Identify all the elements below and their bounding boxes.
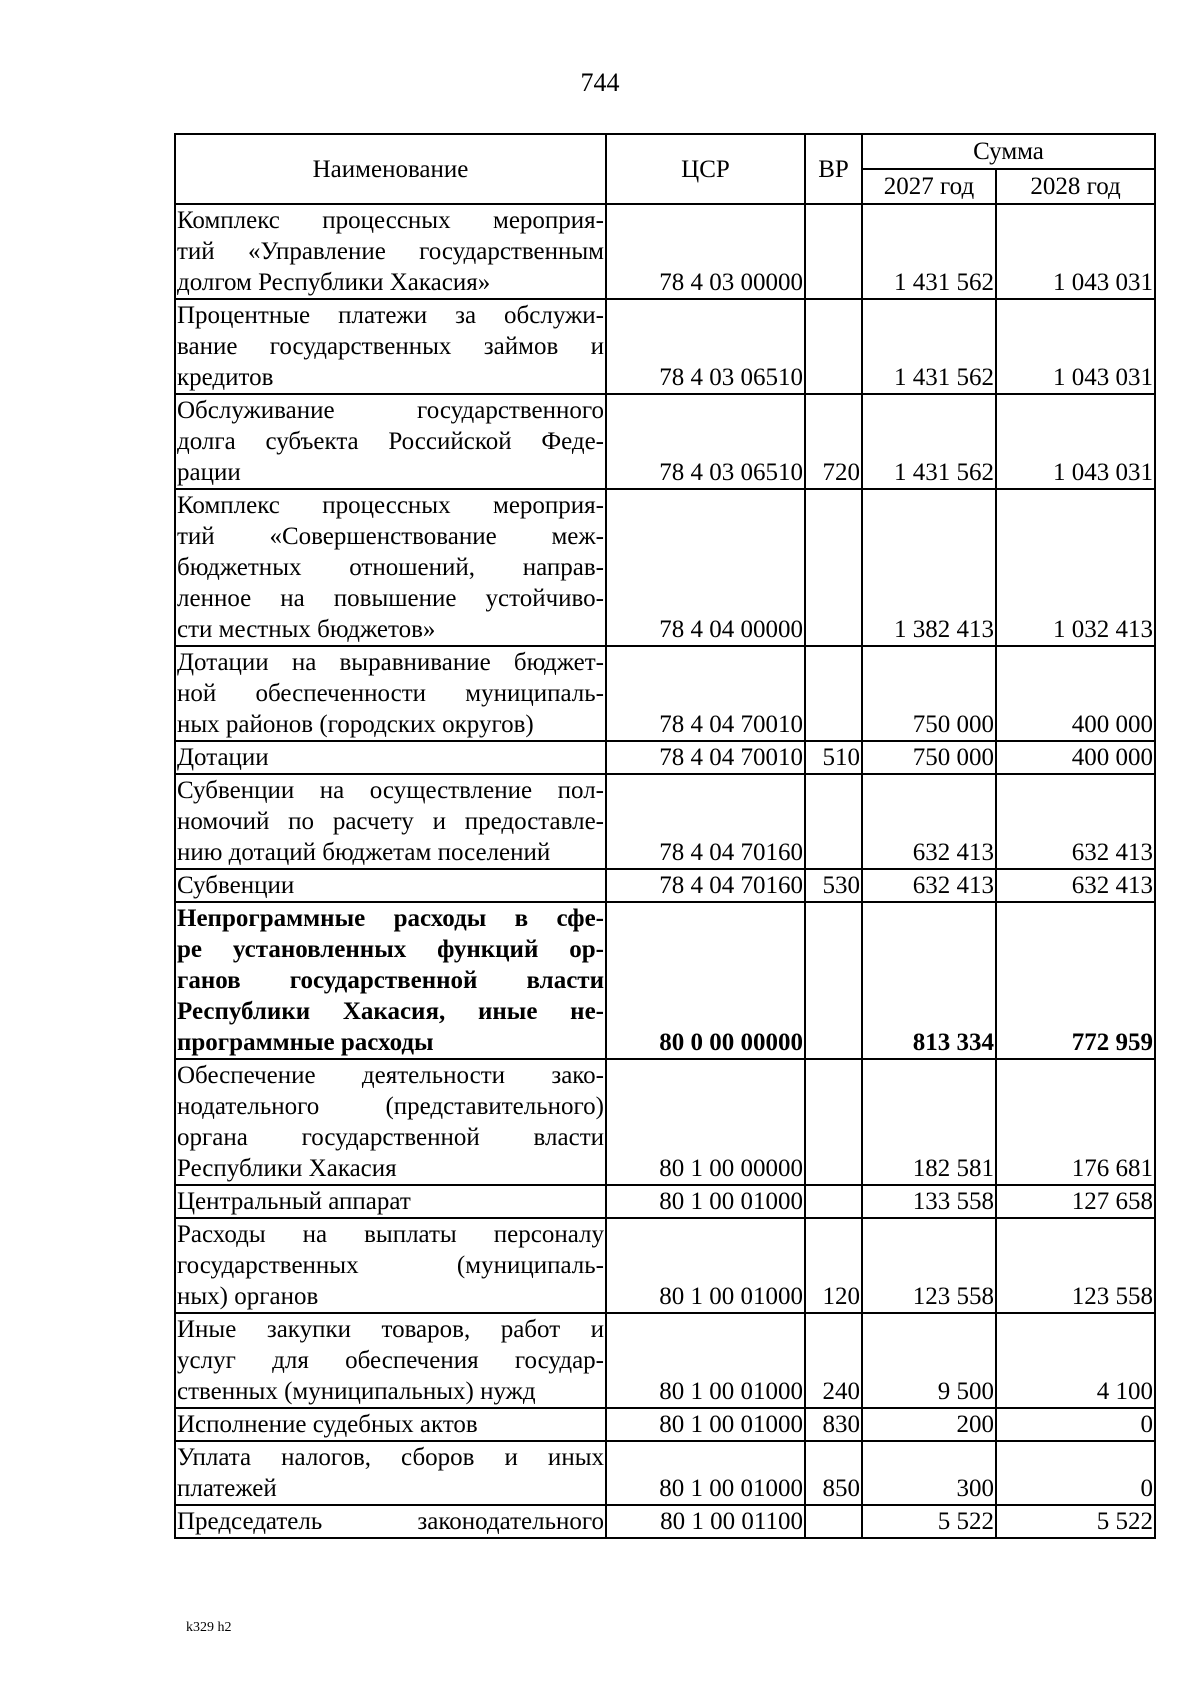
row-sum-2028: 0 — [996, 1408, 1155, 1441]
table-row — [175, 1059, 1155, 1185]
row-vr: 240 — [805, 1313, 862, 1408]
row-sum-2028: 127 658 — [996, 1185, 1155, 1218]
row-name-line: долгом Республики Хакасия» — [177, 269, 491, 296]
row-sum-2027: 133 558 — [862, 1185, 996, 1218]
row-csr: 80 1 00 01100 — [606, 1505, 805, 1538]
row-sum-2028: 632 413 — [996, 869, 1155, 902]
row-sum-2027: 1 431 562 — [862, 394, 996, 489]
row-csr: 80 1 00 01000 — [606, 1218, 805, 1313]
row-name-line: ре установленных функций ор- — [177, 936, 604, 963]
row-sum-2028: 5 522 — [996, 1505, 1155, 1538]
row-csr: 78 4 04 00000 — [606, 489, 805, 646]
table-header — [175, 134, 1155, 204]
row-name — [175, 1505, 606, 1538]
row-csr: 80 1 00 01000 — [606, 1408, 805, 1441]
row-name-line: нию дотаций бюджетам поселений — [177, 839, 551, 866]
row-name-line: Дотации — [177, 744, 269, 771]
row-name-line: бюджетных отношений, направ- — [177, 554, 604, 581]
budget-table — [174, 133, 1156, 1539]
row-name — [175, 774, 606, 869]
row-vr: 850 — [805, 1441, 862, 1505]
table-row — [175, 869, 1155, 902]
footer-code: k329 h2 — [186, 1620, 232, 1635]
row-name-line: нодательного (представительного) — [177, 1093, 604, 1120]
column-header-csr: ЦСР — [606, 134, 805, 204]
table-row — [175, 1505, 1155, 1538]
row-sum-2028: 1 032 413 — [996, 489, 1155, 646]
row-csr: 78 4 04 70160 — [606, 774, 805, 869]
row-vr: 530 — [805, 869, 862, 902]
row-name-line: тий «Совершенствование меж- — [177, 523, 604, 550]
table-row — [175, 1441, 1155, 1505]
row-name-line: Обслуживание государственного — [177, 397, 604, 424]
row-name — [175, 1059, 606, 1185]
row-csr: 78 4 03 06510 — [606, 394, 805, 489]
row-sum-2027: 813 334 — [862, 902, 996, 1059]
row-csr: 78 4 04 70010 — [606, 741, 805, 774]
row-name-line: ных) органов — [177, 1283, 319, 1310]
row-name-line: услуг для обеспечения государ- — [177, 1347, 604, 1374]
row-vr: 720 — [805, 394, 862, 489]
column-header-vr: ВР — [805, 134, 862, 204]
row-sum-2027: 200 — [862, 1408, 996, 1441]
row-vr: 830 — [805, 1408, 862, 1441]
row-sum-2027: 182 581 — [862, 1059, 996, 1185]
row-sum-2028: 400 000 — [996, 741, 1155, 774]
row-sum-2028: 0 — [996, 1441, 1155, 1505]
row-name — [175, 646, 606, 741]
row-sum-2028: 1 043 031 — [996, 204, 1155, 299]
row-name-line: ленное на повышение устойчиво- — [177, 585, 604, 612]
row-vr — [805, 489, 862, 646]
table-row — [175, 646, 1155, 741]
row-name — [175, 1218, 606, 1313]
row-name — [175, 1441, 606, 1505]
row-sum-2027: 632 413 — [862, 774, 996, 869]
row-csr: 80 1 00 00000 — [606, 1059, 805, 1185]
table-row — [175, 902, 1155, 1059]
row-sum-2028: 123 558 — [996, 1218, 1155, 1313]
row-name-line: Комплекс процессных мероприя- — [177, 492, 604, 519]
row-name-line: Председатель законодательного — [177, 1508, 604, 1535]
row-name — [175, 869, 606, 902]
column-header-name: Наименование — [175, 134, 606, 204]
row-name — [175, 902, 606, 1059]
row-sum-2027: 1 431 562 — [862, 204, 996, 299]
table-row — [175, 1313, 1155, 1408]
row-name — [175, 1313, 606, 1408]
row-sum-2028: 400 000 — [996, 646, 1155, 741]
row-sum-2027: 5 522 — [862, 1505, 996, 1538]
table-row — [175, 1408, 1155, 1441]
row-name-line: Комплекс процессных мероприя- — [177, 207, 604, 234]
table-body — [175, 204, 1155, 1538]
table-row — [175, 1185, 1155, 1218]
row-sum-2027: 750 000 — [862, 741, 996, 774]
row-sum-2027: 123 558 — [862, 1218, 996, 1313]
row-name-line: Центральный аппарат — [177, 1188, 411, 1215]
row-vr — [805, 204, 862, 299]
row-vr — [805, 299, 862, 394]
row-sum-2027: 1 431 562 — [862, 299, 996, 394]
row-name — [175, 489, 606, 646]
column-header-sum: Сумма — [862, 134, 1155, 169]
row-name-line: платежей — [177, 1475, 277, 1502]
row-name-line: рации — [177, 459, 241, 486]
table-row — [175, 774, 1155, 869]
row-name-line: Расходы на выплаты персоналу — [177, 1221, 604, 1248]
row-name-line: ных районов (городских округов) — [177, 711, 534, 738]
row-sum-2027: 1 382 413 — [862, 489, 996, 646]
row-csr: 78 4 04 70010 — [606, 646, 805, 741]
row-csr: 80 1 00 01000 — [606, 1441, 805, 1505]
row-vr — [805, 1505, 862, 1538]
row-name-line: Республики Хакасия — [177, 1155, 397, 1182]
row-sum-2027: 300 — [862, 1441, 996, 1505]
row-name-line: Уплата налогов, сборов и иных — [177, 1444, 604, 1471]
row-name-line: государственных (муниципаль- — [177, 1252, 604, 1279]
table-row — [175, 394, 1155, 489]
row-sum-2028: 4 100 — [996, 1313, 1155, 1408]
row-csr: 80 1 00 01000 — [606, 1313, 805, 1408]
table-row — [175, 204, 1155, 299]
row-sum-2027: 9 500 — [862, 1313, 996, 1408]
row-vr — [805, 646, 862, 741]
row-vr — [805, 902, 862, 1059]
row-sum-2027: 632 413 — [862, 869, 996, 902]
table-row — [175, 1218, 1155, 1313]
row-vr — [805, 1185, 862, 1218]
row-name-line: Процентные платежи за обслужи- — [177, 302, 604, 329]
row-name-line: Дотации на выравнивание бюджет- — [177, 649, 604, 676]
row-name-line: Исполнение судебных актов — [177, 1411, 478, 1438]
row-name-line: ганов государственной власти — [177, 967, 604, 994]
row-name-line: сти местных бюджетов» — [177, 616, 436, 643]
page-number: 744 — [580, 68, 620, 97]
row-name — [175, 204, 606, 299]
row-name — [175, 741, 606, 774]
row-csr: 78 4 03 00000 — [606, 204, 805, 299]
row-name-line: тий «Управление государственным — [177, 238, 604, 265]
row-name-line: органа государственной власти — [177, 1124, 604, 1151]
row-name-line: Субвенции — [177, 872, 295, 899]
row-name-line: Непрограммные расходы в сфе- — [177, 905, 604, 932]
row-sum-2028: 1 043 031 — [996, 394, 1155, 489]
row-vr: 120 — [805, 1218, 862, 1313]
row-name — [175, 1408, 606, 1441]
table-row — [175, 741, 1155, 774]
row-name-line: Субвенции на осуществление пол- — [177, 777, 604, 804]
row-sum-2028: 632 413 — [996, 774, 1155, 869]
row-name-line: вание государственных займов и — [177, 333, 604, 360]
row-name-line: Республики Хакасия, иные не- — [177, 998, 604, 1025]
row-vr — [805, 1059, 862, 1185]
row-name-line: кредитов — [177, 364, 274, 391]
row-name-line: Иные закупки товаров, работ и — [177, 1316, 604, 1343]
row-name-line: ственных (муниципальных) нужд — [177, 1378, 536, 1405]
row-name — [175, 394, 606, 489]
row-sum-2028: 772 959 — [996, 902, 1155, 1059]
row-csr: 78 4 03 06510 — [606, 299, 805, 394]
row-sum-2028: 176 681 — [996, 1059, 1155, 1185]
row-csr: 80 0 00 00000 — [606, 902, 805, 1059]
row-name-line: программные расходы — [177, 1029, 434, 1056]
table-row — [175, 299, 1155, 394]
row-sum-2027: 750 000 — [862, 646, 996, 741]
row-vr — [805, 774, 862, 869]
row-sum-2028: 1 043 031 — [996, 299, 1155, 394]
row-name-line: Обеспечение деятельности зако- — [177, 1062, 604, 1089]
column-header-year-2027: 2027 год — [862, 169, 996, 204]
row-name — [175, 299, 606, 394]
row-csr: 80 1 00 01000 — [606, 1185, 805, 1218]
row-name-line: долга субъекта Российской Феде- — [177, 428, 604, 455]
table-row — [175, 489, 1155, 646]
row-name-line: ной обеспеченности муниципаль- — [177, 680, 604, 707]
row-csr: 78 4 04 70160 — [606, 869, 805, 902]
row-vr: 510 — [805, 741, 862, 774]
row-name-line: номочий по расчету и предоставле- — [177, 808, 604, 835]
row-name — [175, 1185, 606, 1218]
column-header-year-2028: 2028 год — [996, 169, 1155, 204]
